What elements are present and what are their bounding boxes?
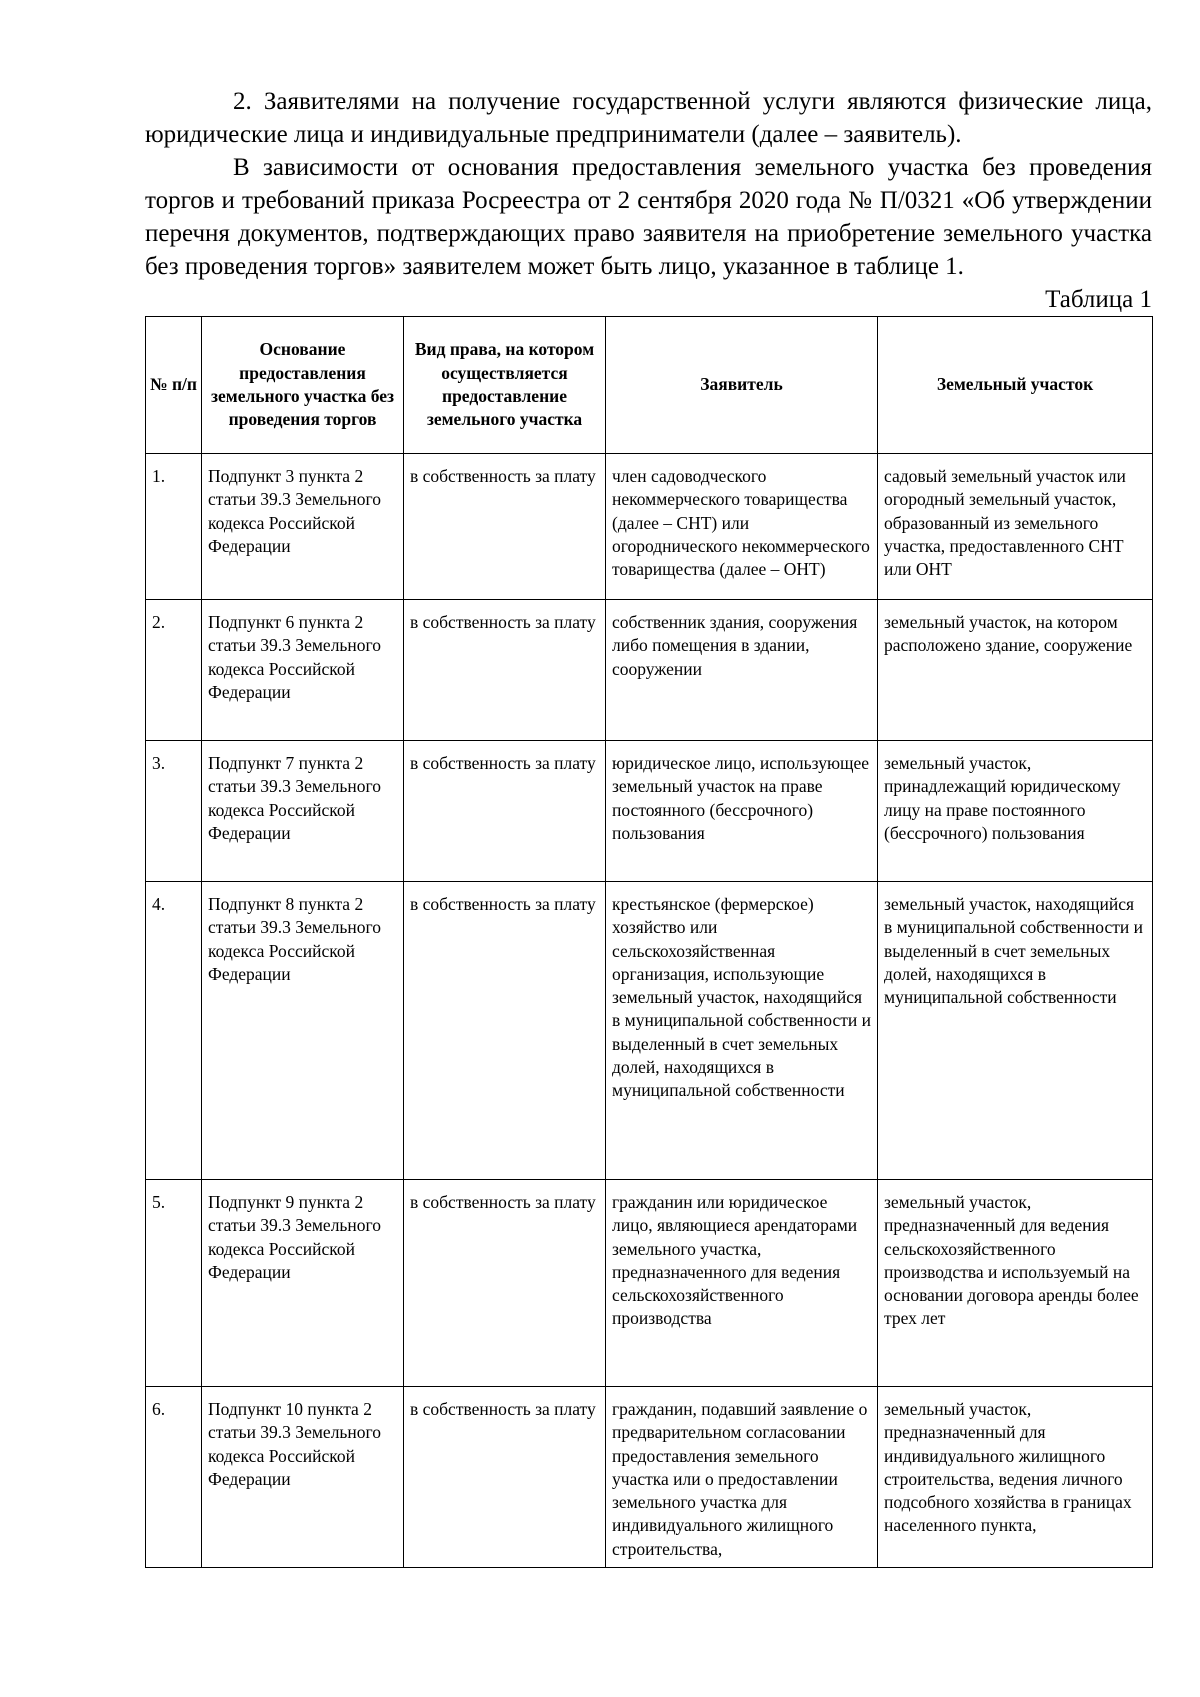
cell-basis: Подпункт 7 пункта 2 статьи 39.3 Земельного кодекса Российской Федерации (202, 741, 404, 882)
cell-land-plot: земельный участок, предназначенный для индивидуального жилищного строительства, ведения личного подсобного хозяйства в границах населенного пункта, (878, 1387, 1153, 1568)
cell-number: 4. (146, 882, 202, 1180)
cell-basis: Подпункт 9 пункта 2 статьи 39.3 Земельного кодекса Российской Федерации (202, 1180, 404, 1387)
paragraph-applicants: 2. Заявителями на получение государственной услуги являются физические лица, юридические лица и индивидуальные предприниматели (далее – заявитель). (145, 88, 1152, 148)
cell-land-plot: земельный участок, принадлежащий юридическому лицу на праве постоянного (бессрочного) пользования (878, 741, 1153, 882)
cell-basis: Подпункт 3 пункта 2 статьи 39.3 Земельного кодекса Российской Федерации (202, 454, 404, 600)
cell-number: 3. (146, 741, 202, 882)
cell-land-plot: земельный участок, предназначенный для ведения сельскохозяйственного производства и используемый на основании договора аренды более трех лет (878, 1180, 1153, 1387)
header-applicant: Заявитель (606, 317, 878, 454)
cell-basis: Подпункт 6 пункта 2 статьи 39.3 Земельного кодекса Российской Федерации (202, 600, 404, 741)
cell-number: 2. (146, 600, 202, 741)
cell-right-type: в собственность за плату (404, 600, 606, 741)
table-header-row (146, 317, 1153, 454)
table-caption: Таблица 1 (1045, 286, 1152, 313)
cell-right-type: в собственность за плату (404, 882, 606, 1180)
cell-number: 6. (146, 1387, 202, 1568)
table-row (146, 454, 1153, 600)
header-right-type: Вид права, на котором осуществляется предоставление земельного участка (404, 317, 606, 454)
cell-land-plot: садовый земельный участок или огородный земельный участок, образованный из земельного участка, предоставленного СНТ или ОНТ (878, 454, 1153, 600)
table-row (146, 600, 1153, 741)
cell-applicant: член садоводческого некоммерческого товарищества (далее – СНТ) или огороднического некоммерческого товарищества (далее – ОНТ) (606, 454, 878, 600)
cell-right-type: в собственность за плату (404, 741, 606, 882)
cell-basis: Подпункт 10 пункта 2 статьи 39.3 Земельного кодекса Российской Федерации (202, 1387, 404, 1568)
table-row (146, 1180, 1153, 1387)
cell-number: 5. (146, 1180, 202, 1387)
header-basis: Основание предоставления земельного участка без проведения торгов (202, 317, 404, 454)
cell-applicant: собственник здания, сооружения либо помещения в здании, сооружении (606, 600, 878, 741)
paragraph-basis: В зависимости от основания предоставления земельного участка без проведения торгов и требований приказа Росреестра от 2 сентября 2020 года № П/0321 «Об утверждении перечня документов, подтверждающих право заявителя на приобретение земельного участка без проведения торгов» заявителем может быть лицо, указанное в таблице 1. (145, 154, 1152, 280)
cell-applicant: юридическое лицо, использующее земельный участок на праве постоянного (бессрочного) пользования (606, 741, 878, 882)
cell-land-plot: земельный участок, находящийся в муниципальной собственности и выделенный в счет земельных долей, находящихся в муниципальной собственности (878, 882, 1153, 1180)
cell-land-plot: земельный участок, на котором расположено здание, сооружение (878, 600, 1153, 741)
table-row (146, 741, 1153, 882)
table-row (146, 882, 1153, 1180)
document-page (145, 85, 1152, 1568)
cell-applicant: крестьянское (фермерское) хозяйство или сельскохозяйственная организация, использующие земельный участок, находящийся в муниципальной собственности и выделенный в счет земельных долей, находящихся в муниципальной собственности (606, 882, 878, 1180)
cell-right-type: в собственность за плату (404, 1180, 606, 1387)
table-row (146, 1387, 1153, 1568)
header-number: № п/п (146, 317, 202, 454)
cell-applicant: гражданин, подавший заявление о предварительном согласовании предоставления земельного участка или о предоставлении земельного участка для индивидуального жилищного строительства, (606, 1387, 878, 1568)
cell-number: 1. (146, 454, 202, 600)
applicants-table (145, 316, 1153, 1568)
cell-basis: Подпункт 8 пункта 2 статьи 39.3 Земельного кодекса Российской Федерации (202, 882, 404, 1180)
cell-applicant: гражданин или юридическое лицо, являющиеся арендаторами земельного участка, предназначенного для ведения сельскохозяйственного производства (606, 1180, 878, 1387)
header-land-plot: Земельный участок (878, 317, 1153, 454)
cell-right-type: в собственность за плату (404, 454, 606, 600)
cell-right-type: в собственность за плату (404, 1387, 606, 1568)
